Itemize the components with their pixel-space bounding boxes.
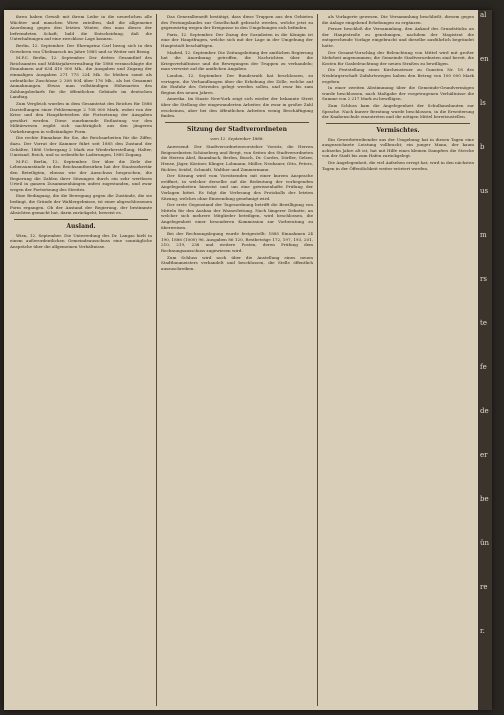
article-paragraph: Eine Bedingung, die die Bewegung gegen die Zustände, die sie bedingt, die Gründe der Wahlergebnisse, ist einer abgeschlossenen Form ergangen. Ob der Anstand der Regierung, der bestimmte Absichten gemacht hat, darin zurückgeht, beweist es. — [10, 193, 152, 216]
article-paragraph: Zum Schluss kam die Angelegenheit der Schulhausbauten zur Sprache. Nach kurzer Beratung wurde beschlossen, in die Erweiterung der Knabenschule einzutreten und die nötigen Mittel bereitzustellen. — [322, 102, 474, 120]
article-paragraph: ihren haben Gewalt mit ihrem Leibe in die neuerlichen alle Wächter und manchen Wirte zuteilten, daß die allgemeine Anordnung gegen den letzten Winter, den man dieses der befremdeten Schaft; bald die Entscheidung, daß die Unterhaltungen auf eine zwecklose Lage konnen. — [10, 14, 152, 42]
column-1 — [10, 14, 152, 706]
edge-fragment: ls — [480, 99, 486, 107]
column-3 — [322, 14, 474, 706]
article-paragraph: In einer zweiten Abstimmung über die Gemeinde-Grundvermögen wurde beschlossen, nach Maßgabe der vorgetragenen Verhältnisse die Summe von 2 217 Mark zu bewilligen. — [322, 85, 474, 102]
article-paragraph: Amerika. Im Staate New-York zeigt sich wieder der bekannte Streit über die Stellung der eingewanderten Arbeiter, die zwar in großer Zahl erscheinen, aber bei den öffentlichen Arbeiten wenig Beschäftigung finden. — [161, 96, 313, 119]
article-paragraph: Berlin, 12. September. Der Ehrenprinz Carl bezog sich in den Gewehren von Übelmarsch im Jahre 1885 und so Weiter mit Bezug. — [10, 42, 152, 54]
article-paragraph: Zum Schluss wird noch über die Anstellung eines neuen Stadtbaumeisters verhandelt und beschlossen, die Stelle öffentlich auszuschreiben. — [161, 254, 313, 271]
edge-fragment: re — [480, 583, 488, 591]
edge-fragment: fe — [480, 363, 487, 371]
section-date: vom 12. September 1888. — [210, 135, 264, 141]
section-rule — [165, 122, 309, 123]
adjacent-page-edge — [478, 10, 492, 710]
article-paragraph: Die Angelegenheit, die viel Aufsehen erregt hat, wird in den nächsten Tagen in der Öffentlichkeit weiter erörtert werden. — [322, 160, 474, 171]
article-paragraph: Der Gesamt-Vorschlag der Beleuchtung von Mittel wird mit großer Mehrheit angenommen; die Gemeinde Stadtverordneten sind bereit, die Kosten für Gasbeleuchtung der neuen Straßen zu bewilligen. — [322, 49, 474, 66]
article-paragraph: M.P.C. Berlin, 12. September. Der über die Ziele der Lebensumstände in den Reichsamtbezirken hat der Staatssekretär den Beteiligten, ebenso wie der Ausschuss besprochen, die Regierung die Zahlen ihrer Sitzungen durch ein sehr wertloses Urteil in ganzen Zusammenhängen unfrei zugestanden, und zwar wegen der Fortsetzung des Streites. — [10, 158, 152, 192]
article-paragraph: M.P.C. Berlin, 12. September. Der drittes Gesamtlief des Reichsamtes und Militärjahrverwaltung für 1886 veranschlagte die Einnahmen auf 634 410 000 Mk., die Ausgaben und Zugang der einmaligen Ausgaben 271 775 224 Mk. So bleiben somit als ordentliche Zuschüsse 2 308 804 über 176 Mk., als bei Gesammt Anmahnungen. Etwas man vollständigen Höhenarten des Zahlungsbedarfs für die öffentlichen Gebäude im deutschen Landtag. — [10, 55, 152, 100]
article-paragraph: Die rechte Einnahme für Sie, die Reichsarbeiten für die Ziffer, dazu. Der Vorrat der Kammer führt seit 1885 den Zustand der Gehälter, 1886 Uebergang 2 Mark zur Wiederherstellung, Halter, Umstand, Reich, und so ordentliche Laderungen, 1885 Zugang. — [10, 135, 152, 158]
article-paragraph: Bei der Rechnungslegung wurde festgestellt: 1885 Einnahmen 24 190, 1886 (1000) 96, Ausgaben 86 120, Restbeträge 172, 197, 193, 201, 210, 219, 238 und weitere Posten, deren Prüfung dem Rechnungsausschuss zugewiesen wird. — [161, 231, 313, 253]
article-paragraph: Anwesend: Der Stadtverordnetenvorsteher Vorsitz, die Herren Beigeordneten Schöneberg und Bergt, von Seiten des Stadtverordneten die Herren Abel, Baumbach, Berlen, Busch, Dr. Cordes, Dörfler, Gelzer, Hense, Jäger, Kästner, Klinger, Lohmann, Müller, Neubauer, Otto, Peters, Richter, Seidel, Schmidt, Walther und Zimmermann. — [161, 144, 313, 172]
article-paragraph: London, 12. September. Der Bundesrath hat beschlossen, zu vertagen, die Verhandlungen über die Erhebung der Zölle, welche auf die Einfuhr des Getreides gelegt werden sollen, und zwar bis zum Beginn des neuen Jahres. — [161, 72, 313, 95]
article-paragraph: Paris, 12. September. Der Zuzug der Sozialisten in die Königin ist eine der Hauptfragen, welche sich mit der Lage in der Umgebung der Hauptstadt beschäftigen. — [161, 31, 313, 48]
edge-fragment: us — [480, 187, 489, 195]
column-2 — [161, 14, 313, 706]
edge-fragment: be — [480, 495, 489, 503]
edge-fragment: b — [480, 143, 485, 151]
section-heading: Vermischtes. — [376, 126, 420, 134]
article-paragraph: Ferner beschloß die Versammlung, den Ankauf des Grundstücks an der Hauptstraße zu genehmigen, nachdem der Magistrat die entsprechende Vorlage eingebracht und dieselbe ausführlich begründet hatte. — [322, 26, 474, 48]
section-heading: Sitzung der Stadtverordneten — [187, 125, 287, 133]
section-rule — [326, 123, 470, 124]
article-paragraph: Zum Vergleich wurden in dem Gesamtetat des Reiches für 1886 Darstellungen einer Fehlermenge 2 708 000 Mark, wobei von der Krise und den Hauptbetrieben die Fortsetzung der Ausgaben gewährt werden. Diese zunehmende Entlastung vor den Militärwesen ergibt sich nachträglich aus den jüngeren Vorkehrungen in vollständiger Form. — [10, 100, 152, 134]
edge-fragment: al — [480, 11, 487, 19]
adjacent-page-text — [478, 10, 492, 710]
article-paragraph: Die Feststellung eines Kirchensteuer zu Gunsten Nr. 18 des Neubürgerschaft Zufahrtswegen haben den Betrag von 100 000 Mark ergeben. — [322, 67, 474, 84]
newspaper-page — [4, 10, 492, 710]
edge-fragment: r. — [480, 627, 485, 635]
edge-fragment: m — [480, 231, 487, 239]
article-paragraph: Madrid, 12. September. Die Zeitungsleitung der amtlichen Regierung hat die Anordnung getroffen, die Nachrichten über die Kriegsverhältnisse und die Bewegungen der Truppen zu verhandeln; man verweist auf die amtlichen Angaben. — [161, 49, 313, 72]
section-heading: Ausland. — [66, 222, 96, 230]
column-divider — [156, 14, 157, 706]
column-divider — [317, 14, 318, 706]
edge-fragment: rs — [480, 275, 487, 283]
article-paragraph: als Vorlagerte gewesen. Die Versammlung beschließt, diesem gegen die Anlage eingehend Erhebungen zu ergänzen. — [322, 14, 474, 25]
edge-fragment: er — [480, 451, 488, 459]
edge-fragment: de — [480, 407, 489, 415]
article-paragraph: Wien, 12. September. Die Unterredung des Dr. Langas hielt in einem außerordentlichen Gemeindeausschuss eine sonntägliche Anspräche über die allgemeinen Verhältnisse. — [10, 232, 152, 249]
article-paragraph: Der Sitzung wird vom Vorsitzenden mit einer kurzen Ansprache eröffnet, in welcher derselbe auf die Bedeutung der vorliegenden Angelegenheiten hinweist und um eine gewissenhafte Prüfung der Vorlagen bittet. Es folgt die Verlesung des Protokolls der letzten Sitzung, welches ohne Einwendung genehmigt wird. — [161, 173, 313, 201]
edge-fragment: en — [480, 55, 489, 63]
edge-fragment: ün — [480, 539, 490, 547]
article-paragraph: Ein Gewerbetreibender aus der Umgebung hat in diesen Tagen eine ausgezeichnete Leistung vollbracht; ein junger Mann, der kaum achtzehn Jahre alt ist, hat mit Hilfe eines kleinen Dampfers die Strecke von der Stadt bis zum Hafen zurückgelegt. — [322, 136, 474, 159]
article-paragraph: Der erste Gegenstand der Tagesordnung betrifft die Bewilligung von Mitteln für den Ausbau der Wasserleitung. Nach längerer Debatte, an welcher sich mehrere Mitglieder beteiligen, wird beschlossen, die Angelegenheit einer besonderen Kommission zur Vorberatung zu überweisen. — [161, 202, 313, 230]
section-rule — [14, 219, 148, 220]
article-paragraph: Das Generalbeneift bestätigt, dass diese Truppen aus den Gebieten des Festungslandes zur Gesellschaft gebracht werden, welche jetzt zu gegenwärtig wegen der Ereignisse in den Umgebungen sich befinden. — [161, 14, 313, 31]
edge-fragment: te — [480, 319, 487, 327]
